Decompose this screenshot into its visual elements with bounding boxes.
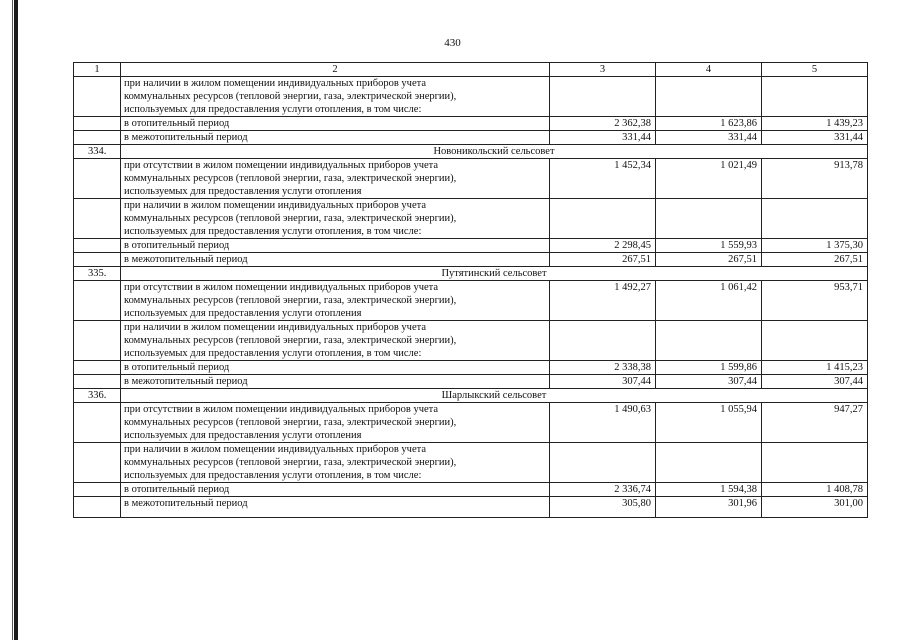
value-cell-c5: 1 408,78 <box>762 483 868 497</box>
period-row <box>74 117 868 131</box>
description-line: коммунальных ресурсов (тепловой энергии, газа, электрической энергии), <box>124 213 457 224</box>
description-line: при наличии в жилом помещении индивидуальных приборов учета <box>124 444 426 455</box>
description-line: коммунальных ресурсов (тепловой энергии, газа, электрической энергии), <box>124 457 457 468</box>
value-cell-c4: 1 559,93 <box>656 239 762 253</box>
value-cell-c4 <box>656 443 762 483</box>
period-row <box>74 361 868 375</box>
row-label: в отопительный период <box>121 483 550 497</box>
header-cell-4: 4 <box>656 63 762 77</box>
value-cell-c3: 2 362,38 <box>550 117 656 131</box>
section-index: 336. <box>74 389 121 403</box>
period-row <box>74 239 868 253</box>
section-title: Путятинский сельсовет <box>121 267 868 281</box>
header-row <box>74 63 868 77</box>
description-row <box>74 159 868 199</box>
description-line: при наличии в жилом помещении индивидуальных приборов учета <box>124 78 426 89</box>
row-index-cell <box>74 281 121 321</box>
description-line: используемых для предоставления услуги отопления, в том числе: <box>124 104 422 115</box>
row-description <box>121 159 550 199</box>
section-row <box>74 389 868 403</box>
value-cell-c3: 1 490,63 <box>550 403 656 443</box>
row-description <box>121 77 550 117</box>
period-row <box>74 253 868 267</box>
value-cell-c3: 267,51 <box>550 253 656 267</box>
section-index: 335. <box>74 267 121 281</box>
row-index-cell <box>74 253 121 267</box>
row-description <box>121 443 550 483</box>
value-cell-c5 <box>762 443 868 483</box>
value-cell-c5: 1 415,23 <box>762 361 868 375</box>
description-line: при отсутствии в жилом помещении индивидуальных приборов учета <box>124 282 439 293</box>
value-cell-c3 <box>550 321 656 361</box>
value-cell-c4: 307,44 <box>656 375 762 389</box>
value-cell-c4: 331,44 <box>656 131 762 145</box>
description-row <box>74 199 868 239</box>
value-cell-c4: 1 599,86 <box>656 361 762 375</box>
value-cell-c4 <box>656 199 762 239</box>
row-label: в межотопительный период <box>121 131 550 145</box>
value-cell-c3: 307,44 <box>550 375 656 389</box>
row-label: в межотопительный период <box>121 375 550 389</box>
section-title: Шарлыкский сельсовет <box>121 389 868 403</box>
value-cell-c4: 1 055,94 <box>656 403 762 443</box>
value-cell-c3: 1 492,27 <box>550 281 656 321</box>
value-cell-c5: 307,44 <box>762 375 868 389</box>
row-label: в межотопительный период <box>121 253 550 267</box>
description-line: используемых для предоставления услуги отопления, в том числе: <box>124 470 422 481</box>
header-cell-3: 3 <box>550 63 656 77</box>
row-index-cell <box>74 483 121 497</box>
row-index-cell <box>74 199 121 239</box>
description-row <box>74 321 868 361</box>
value-cell-c4: 301,96 <box>656 497 762 518</box>
description-line: коммунальных ресурсов (тепловой энергии, газа, электрической энергии), <box>124 91 457 102</box>
header-cell-1: 1 <box>74 63 121 77</box>
description-row <box>74 281 868 321</box>
value-cell-c5: 267,51 <box>762 253 868 267</box>
description-line: используемых для предоставления услуги отопления <box>124 308 362 319</box>
page-number: 430 <box>444 37 461 49</box>
row-index-cell <box>74 131 121 145</box>
header-cell-2: 2 <box>121 63 550 77</box>
value-cell-c3: 1 452,34 <box>550 159 656 199</box>
section-title: Новоникольский сельсовет <box>121 145 868 159</box>
value-cell-c4: 1 061,42 <box>656 281 762 321</box>
description-row <box>74 443 868 483</box>
header-cell-5: 5 <box>762 63 868 77</box>
tariff-table-body <box>74 63 868 518</box>
row-index-cell <box>74 497 121 518</box>
row-label: в отопительный период <box>121 117 550 131</box>
value-cell-c3: 2 298,45 <box>550 239 656 253</box>
description-line: используемых для предоставления услуги отопления <box>124 430 362 441</box>
value-cell-c4 <box>656 321 762 361</box>
description-row <box>74 77 868 117</box>
description-line: коммунальных ресурсов (тепловой энергии, газа, электрической энергии), <box>124 295 457 306</box>
period-row <box>74 497 868 518</box>
value-cell-c5: 1 375,30 <box>762 239 868 253</box>
value-cell-c4: 1 021,49 <box>656 159 762 199</box>
row-index-cell <box>74 159 121 199</box>
row-index-cell <box>74 239 121 253</box>
description-line: коммунальных ресурсов (тепловой энергии, газа, электрической энергии), <box>124 417 457 428</box>
value-cell-c5: 331,44 <box>762 131 868 145</box>
row-description <box>121 321 550 361</box>
scan-edge-line <box>12 0 13 640</box>
description-line: используемых для предоставления услуги отопления, в том числе: <box>124 226 422 237</box>
value-cell-c5: 913,78 <box>762 159 868 199</box>
value-cell-c5 <box>762 77 868 117</box>
section-row <box>74 267 868 281</box>
value-cell-c3: 305,80 <box>550 497 656 518</box>
description-line: при отсутствии в жилом помещении индивидуальных приборов учета <box>124 404 439 415</box>
description-line: при отсутствии в жилом помещении индивидуальных приборов учета <box>124 160 439 171</box>
value-cell-c5: 1 439,23 <box>762 117 868 131</box>
row-index-cell <box>74 321 121 361</box>
scan-edge-bar <box>14 0 18 640</box>
value-cell-c4: 1 623,86 <box>656 117 762 131</box>
row-index-cell <box>74 375 121 389</box>
row-label: в отопительный период <box>121 361 550 375</box>
row-description <box>121 199 550 239</box>
period-row <box>74 375 868 389</box>
value-cell-c3 <box>550 77 656 117</box>
row-index-cell <box>74 403 121 443</box>
row-index-cell <box>74 443 121 483</box>
value-cell-c5 <box>762 199 868 239</box>
row-index-cell <box>74 117 121 131</box>
value-cell-c5: 953,71 <box>762 281 868 321</box>
row-index-cell <box>74 77 121 117</box>
value-cell-c5 <box>762 321 868 361</box>
value-cell-c3 <box>550 443 656 483</box>
value-cell-c4: 1 594,38 <box>656 483 762 497</box>
row-index-cell <box>74 361 121 375</box>
tariff-table <box>73 62 868 518</box>
value-cell-c5: 947,27 <box>762 403 868 443</box>
value-cell-c3 <box>550 199 656 239</box>
description-row <box>74 403 868 443</box>
period-row <box>74 131 868 145</box>
section-row <box>74 145 868 159</box>
value-cell-c4 <box>656 77 762 117</box>
row-label: в межотопительный период <box>121 497 550 518</box>
description-line: используемых для предоставления услуги отопления <box>124 186 362 197</box>
row-description <box>121 403 550 443</box>
description-line: коммунальных ресурсов (тепловой энергии, газа, электрической энергии), <box>124 335 457 346</box>
value-cell-c5: 301,00 <box>762 497 868 518</box>
row-label: в отопительный период <box>121 239 550 253</box>
section-index: 334. <box>74 145 121 159</box>
value-cell-c3: 2 336,74 <box>550 483 656 497</box>
description-line: при наличии в жилом помещении индивидуальных приборов учета <box>124 200 426 211</box>
description-line: используемых для предоставления услуги отопления, в том числе: <box>124 348 422 359</box>
period-row <box>74 483 868 497</box>
row-description <box>121 281 550 321</box>
description-line: при наличии в жилом помещении индивидуальных приборов учета <box>124 322 426 333</box>
value-cell-c3: 331,44 <box>550 131 656 145</box>
value-cell-c3: 2 338,38 <box>550 361 656 375</box>
value-cell-c4: 267,51 <box>656 253 762 267</box>
description-line: коммунальных ресурсов (тепловой энергии, газа, электрической энергии), <box>124 173 457 184</box>
